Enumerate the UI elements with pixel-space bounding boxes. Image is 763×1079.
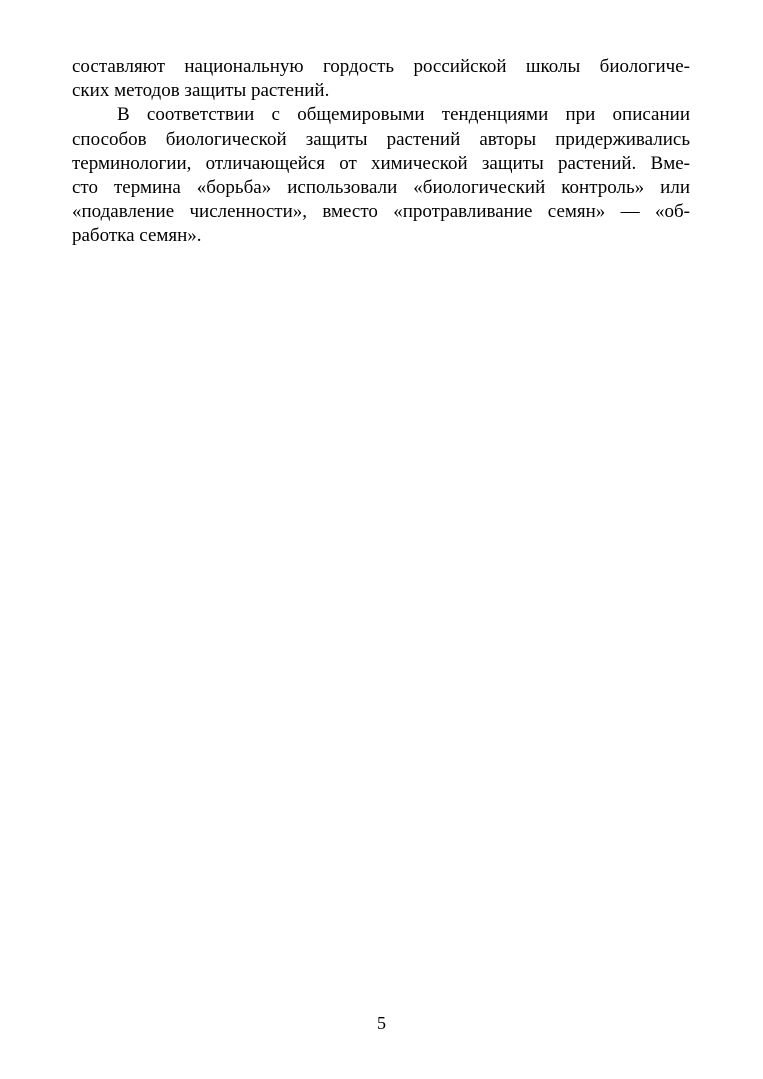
page-number: 5: [377, 1013, 386, 1033]
paragraph-2: [72, 103, 690, 248]
text-line: «подавление численности», вместо «протравливание семян» — «об-: [72, 201, 690, 223]
text-line: способов биологической защиты растений авторы придерживались: [72, 128, 690, 150]
text-line: сто термина «борьба» использовали «биологический контроль» или: [72, 176, 690, 198]
paragraph-1: [72, 55, 690, 103]
page-body: [72, 55, 690, 249]
text-line: составляют национальную гордость российской школы биологиче-: [72, 56, 690, 77]
text-line: В соответствии с общемировыми тенденциями при описании: [117, 104, 690, 126]
text-line: работка семян».: [72, 225, 202, 247]
text-line: ских методов защиты растений.: [72, 80, 330, 102]
text-line: терминологии, отличающейся от химической защиты растений. Вме-: [72, 152, 690, 174]
